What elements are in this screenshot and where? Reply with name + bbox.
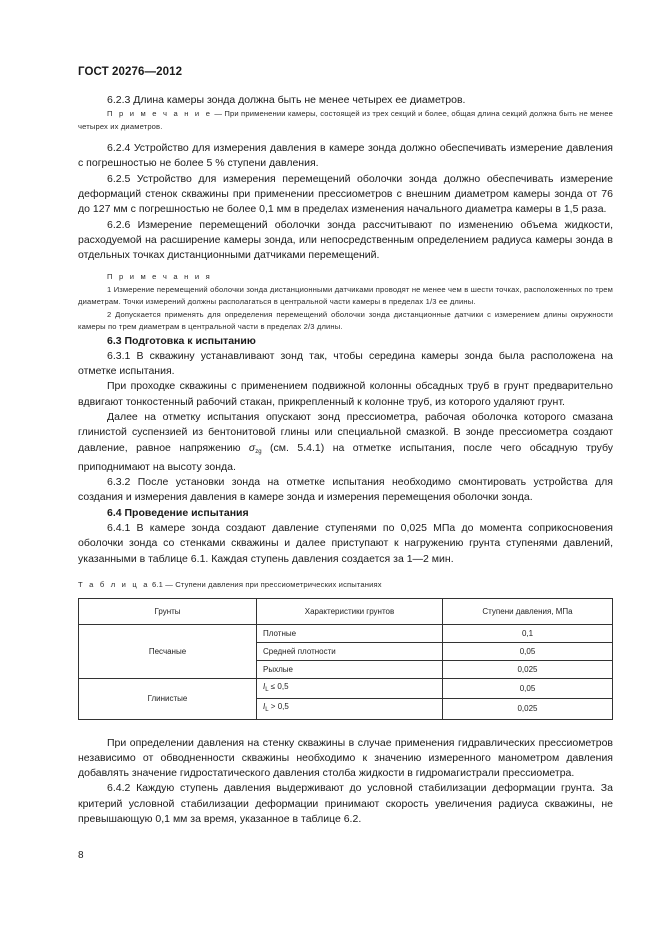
header-pressure-steps: Ступени давления, МПа — [443, 598, 613, 624]
standard-code: ГОСТ 20276—2012 — [78, 66, 183, 78]
soil-sandy: Песчаные — [79, 624, 257, 678]
clause-6-3-2: 6.3.2 После установки зонда на отметке испытания необходимо смонтировать устройства для создания и измерения давления в камере зонда и измерения перемещения оболочки зонда. — [78, 476, 613, 504]
note-item-1: 1 Измерение перемещений оболочки зонда дистанционными датчиками проводят не менее чем в шести точках, расположенных по трем диаметрам. Точки измерений должны располагаться в центральной части камеры в пределах 1/3 ее длины. — [78, 284, 613, 307]
value-loose: 0,025 — [443, 660, 613, 678]
clause-text: Далее на отметку испытания опускают зонд прессиометра, рабочая оболочка которого смазана глинистой суспензией из бентонитовой глины или специальной смазкой. В зонде прессиометра создают давление, равное напряжению — [78, 411, 613, 454]
table-title: 6.1 — Ступени давления при прессиометрических испытаниях — [149, 579, 382, 589]
clause-6-2-5: 6.2.5 Устройство для измерения перемещений оболочки зонда должно обеспечивать измерение деформаций стенок скважины при применении прессиометров с внешним диаметром камеры зонда от 76 до 127 мм с погрешностью не более 0,1 мм в пределах изменения начального диаметра камеры в 1,5 раза. — [78, 172, 613, 216]
clause-text-tail: (см. 5.4.1) на отметке испытания, после чего обсадную трубу приподнимают на высоту зонда. — [78, 441, 613, 473]
value-medium: 0,05 — [443, 642, 613, 660]
sigma-subscript: zg — [255, 448, 262, 455]
value-il-low: 0,05 — [443, 678, 613, 698]
notes-block — [78, 271, 613, 333]
header-soils: Грунты — [79, 598, 257, 624]
il-symbol: I — [263, 681, 266, 691]
table-row — [79, 678, 613, 698]
il-symbol: I — [263, 702, 266, 712]
clause-6-4-1: 6.4.1 В камере зонда создают давление ступенями по 0,025 МПа до момента соприкосновения оболочки зонда со стенками скважины и далее приступают к нагружению грунта ступенями давлений, указанными в таблице 6.1. Каждая ступень давления создается за 1—2 мин. — [78, 522, 613, 565]
page-content — [78, 93, 613, 827]
section-heading-6-4: 6.4 Проведение испытания — [107, 506, 249, 519]
clause-6-3-1-casing: При проходке скважины с применением подвижной колонны обсадных труб в грунт предварительно вдвигают тонкостенный рабочий стакан, прикрепленный к колонне труб, из которого удаляют грунт. — [78, 380, 613, 408]
clause-6-2-6: 6.2.6 Измерение перемещений оболочки зонда рассчитывают по изменению объема жидкости, расходуемой на расширение камеры зонда, или непосредственным определением радиуса камеры зонда в отдельных точках дистанционными датчиками перемещений. — [78, 218, 613, 262]
clause-6-3-1-probe — [78, 410, 613, 475]
table-row — [79, 624, 613, 642]
note-1 — [78, 108, 613, 133]
soil-clay: Глинистые — [79, 678, 257, 719]
value-dense: 0,1 — [443, 624, 613, 642]
char-medium: Средней плотности — [257, 642, 443, 660]
section-heading-6-3: 6.3 Подготовка к испытанию — [107, 334, 256, 347]
value-il-high: 0,025 — [443, 699, 613, 719]
page-number: 8 — [78, 850, 84, 861]
notes-title-text: П р и м е ч а н и я — [107, 272, 212, 282]
char-dense: Плотные — [257, 624, 443, 642]
clause-6-2-3: 6.2.3 Длина камеры зонда должна быть не менее четырех ее диаметров. — [107, 94, 466, 106]
clause-6-2-4: 6.2.4 Устройство для измерения давления в камере зонда должно обеспечивать измерение давления с погрешностью не более 5 % ступени давления. — [78, 142, 613, 170]
table-header-row — [79, 598, 613, 624]
sigma-symbol: σ — [248, 441, 256, 454]
il-condition: > 0,5 — [268, 702, 289, 712]
paragraph-hydrostatic: При определении давления на стенку скважины в случае применения гидравлических прессиометров независимо от обводненности скважины необходимо к значению измеренного манометром давления добавлять значение гидростатического давления столба жидкости в гидромагистрали прессиометра. — [78, 736, 613, 780]
il-subscript: L — [265, 686, 269, 693]
header-characteristics: Характеристики грунтов — [257, 598, 443, 624]
il-subscript: L — [265, 707, 269, 714]
char-il-low — [257, 678, 443, 698]
char-loose: Рыхлые — [257, 660, 443, 678]
il-condition: ≤ 0,5 — [268, 681, 289, 691]
table-caption — [78, 579, 613, 591]
note-label: П р и м е ч а н и е — [107, 109, 213, 119]
note-text: — При применении камеры, состоящей из трех секций и более, общая длина секций должна быть не менее четырех их диаметров. — [78, 109, 614, 131]
notes-title — [78, 271, 613, 283]
note-item-2: 2 Допускается применять для определения перемещений оболочки зонда дистанционные датчики с измерением длины окружности камеры по трем диаметрам в центральной части в пределах 2/3 длины. — [78, 309, 613, 332]
clause-6-3-1: 6.3.1 В скважину устанавливают зонд так, чтобы середина камеры зонда была расположена на отметке испытания. — [78, 349, 613, 378]
clause-6-4-2: 6.4.2 Каждую ступень давления выдерживают до условной стабилизации деформации грунта. За критерий условной стабилизации деформации принимают скорость увеличения радиуса скважины, не превышающую 0,1 мм за время, указанное в таблице 6.2. — [78, 782, 613, 826]
table-label: Т а б л и ц а — [78, 579, 150, 589]
char-il-high — [257, 699, 443, 719]
pressure-steps-table — [78, 598, 613, 720]
